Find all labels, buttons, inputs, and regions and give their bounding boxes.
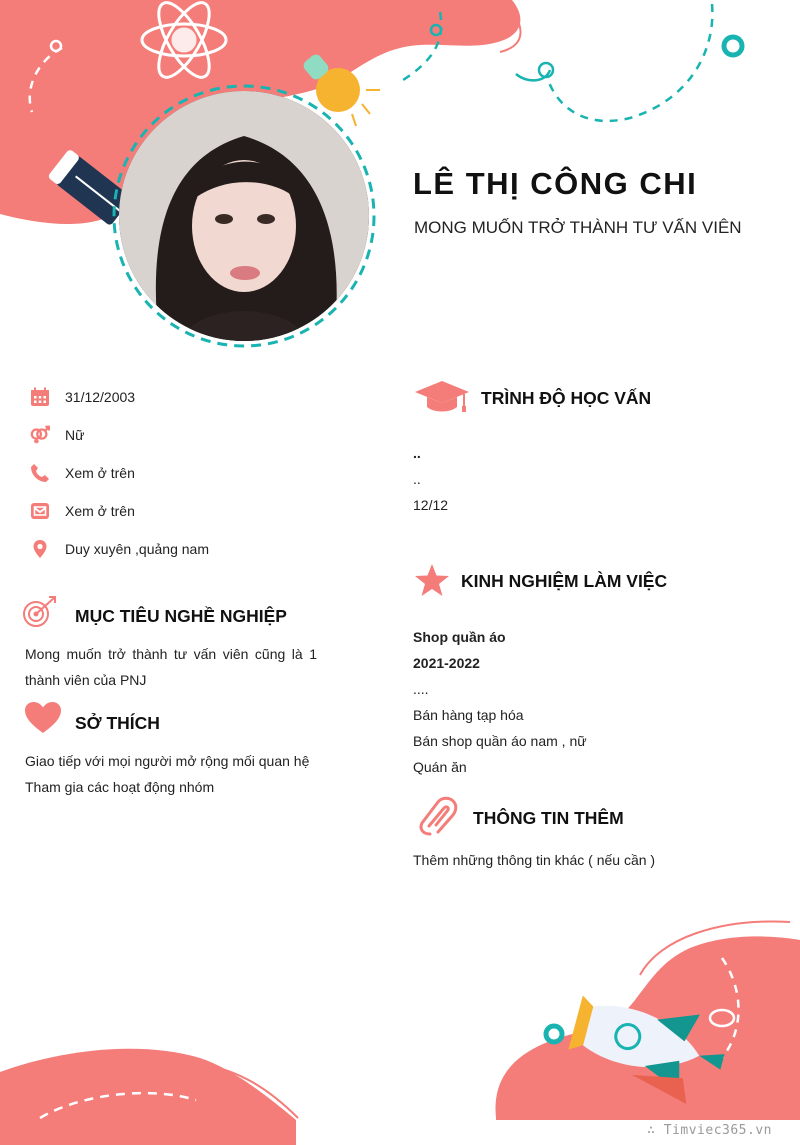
- experience-task: Bán hàng tạp hóa: [413, 707, 524, 723]
- target-icon: [22, 596, 58, 630]
- email-value: Xem ở trên: [65, 503, 135, 519]
- gender-icon: [30, 425, 50, 445]
- hobbies-title: SỞ THÍCH: [75, 713, 160, 733]
- education-major: ..: [413, 471, 421, 487]
- address-value: Duy xuyên ,quảng nam: [65, 541, 209, 557]
- career-objective-text: [25, 641, 317, 693]
- bottom-left-blob-shape: [0, 1049, 296, 1145]
- contact-phone: [30, 462, 135, 484]
- education-title: TRÌNH ĐỘ HỌC VẤN: [481, 388, 652, 408]
- career-objective-line-2: thành viên của PNJ: [25, 672, 147, 688]
- watermark: ∴ Timviec365.vn: [647, 1123, 772, 1138]
- hobbies-list: [25, 748, 345, 800]
- experience-task: Quán ăn: [413, 759, 467, 775]
- experience-position: ....: [413, 681, 429, 697]
- job-title: MONG MUỐN TRỞ THÀNH TƯ VẤN VIÊN: [414, 218, 742, 237]
- hobby-item: Tham gia các hoạt động nhóm: [25, 779, 215, 795]
- experience-task: Bán shop quần áo nam , nữ: [413, 733, 587, 749]
- star-icon: [414, 563, 450, 597]
- experience-title: KINH NGHIỆM LÀM VIỆC: [461, 571, 668, 591]
- paperclip-icon: [416, 796, 460, 838]
- education-school: ..: [413, 445, 421, 461]
- additional-info-text: Thêm những thông tin khác ( nếu cần ): [413, 852, 656, 868]
- candidate-name: LÊ THỊ CÔNG CHI: [413, 166, 698, 201]
- education-grade: 12/12: [413, 497, 449, 513]
- phone-value: Xem ở trên: [65, 465, 135, 481]
- avatar: [110, 82, 378, 350]
- gender-value: Nữ: [65, 427, 85, 443]
- contact-birthdate: [30, 386, 136, 408]
- contact-gender: [30, 424, 85, 446]
- contact-address: [30, 538, 209, 560]
- experience-period: 2021-2022: [413, 655, 480, 671]
- graduation-cap-icon: [414, 380, 470, 414]
- profile-photo: [119, 91, 369, 341]
- contact-email: [30, 500, 135, 522]
- career-objective-line-1: Mong muốn trở thành tư vấn viên cũng là 1: [25, 646, 317, 662]
- experience-details: [413, 624, 753, 780]
- email-icon: [30, 501, 50, 521]
- additional-info-title: THÔNG TIN THÊM: [473, 808, 624, 828]
- location-pin-icon: [30, 539, 50, 559]
- phone-icon: [30, 463, 50, 483]
- experience-company: Shop quần áo: [413, 629, 506, 645]
- hobby-item: Giao tiếp với mọi người mở rộng mối quan hệ: [25, 753, 310, 769]
- heart-icon: [24, 701, 62, 735]
- career-objective-title: MỤC TIÊU NGHỀ NGHIỆP: [75, 606, 287, 626]
- birthdate-value: 31/12/2003: [65, 389, 136, 405]
- education-details: [413, 440, 753, 518]
- calendar-icon: [30, 387, 50, 407]
